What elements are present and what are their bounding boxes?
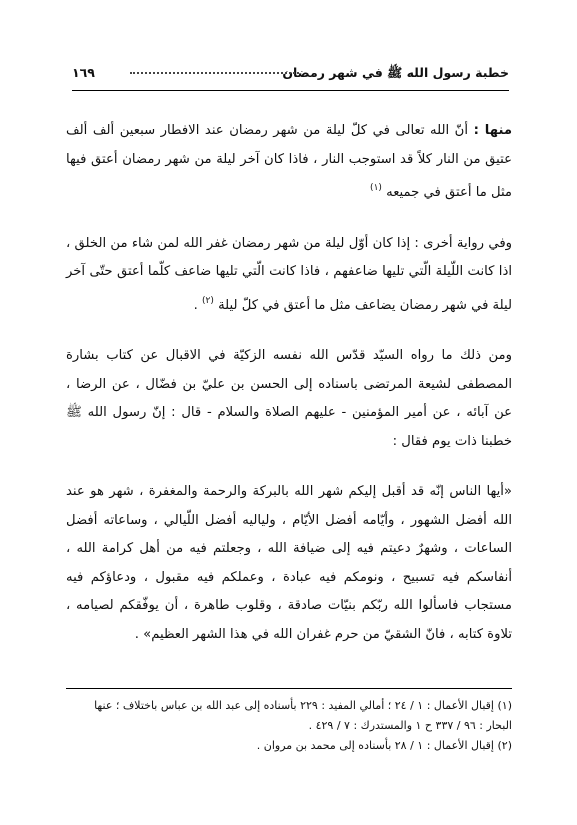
paragraph-text: أنّ الله تعالى في كلّ ليلة من شهر رمضان عند الافطار سبعين ألف ألف عتيق من النار كلاً قد استوجب النار ، فاذا كان آخر ليلة من شهر رمضان أعتق فيها مثل ما أعتق في جميعه (66, 123, 512, 200)
dotted-leader (130, 72, 299, 74)
footnote-ref: (٢) (202, 295, 214, 306)
footnote-divider (66, 688, 512, 689)
page-header (72, 62, 509, 91)
paragraph (66, 342, 512, 456)
footnote: (٢) إقبال الأعمال : ١ / ٢٨ بأسناده إلى محمد بن مروان . (256, 739, 512, 752)
paragraph-text: «أيها الناس إنّه قد أقبل إليكم شهر الله بالبركة والرحمة والمغفرة ، شهر هو عند الله أفضل الشهور ، وأيّامه أفضل الأيّام ، ولياليه أفضل اللّيالي ، وساعاته أفضل الساعات ، وشهرٌ دعيتم فيه إلى ضيافة الله ، وجعلتم فيه من أهل كرامة الله ، أنفاسكم فيه تسبيح ، ونومكم فيه عبادة ، وعملكم فيه مقبول ، ودعاؤكم فيه مستجاب فاسألوا الله ربّكم بنيّات صادقة ، وقلوب طاهرة ، أن يوفّقكم لصيامه ، تلاوة كتابه ، فانّ الشقيّ من حرم غفران الله في هذا الشهر العظيم» . (66, 484, 512, 642)
running-title: خطبة رسول الله ﷺ في شهر رمضان (282, 65, 509, 80)
quoted-sermon (66, 478, 512, 649)
page-number: ١٦٩ (72, 65, 95, 80)
footnotes (66, 696, 512, 756)
paragraph: وفي رواية أخرى : إذا كان أوّل ليلة من شهر رمضان غفر الله لمن شاء من الخلق ، اذا كانت اللّيلة الّتي تليها ضاعفهم ، فاذا كانت الّتي تليها ضاعف كلّما أعتق حتّى آخر ليلة في شهر رمضان يضاعف مثل ما أعتق في كلّ ليلة $^{(٢)}$ . (66, 235, 512, 313)
paragraph (66, 117, 512, 208)
paragraph-text: وفي رواية أخرى : إذا كان أوّل ليلة من شهر رمضان غفر الله لمن شاء من الخلق ، اذا كانت اللّيلة الّتي تليها ضاعفهم ، فاذا كانت الّتي تليها ضاعف كلّما أعتق حتّى آخر ليلة في شهر رمضان يضاعف مثل ما أعتق في كلّ ليلة (66, 235, 512, 313)
footnote-ref: (١) (370, 183, 382, 193)
paragraph-text: ومن ذلك ما رواه السيّد قدّس الله نفسه الزكيّة في الاقبال عن كتاب بشارة المصطفى لشيعة المرتضى باسناده إلى الحسن بن عليّ بن فضّال ، عن الرضا ، عن آبائه ، عن أمير المؤمنين - عليهم الصلاة والسلام - قال : إنّ رسول الله ﷺ خطبنا ذات يوم فقال : (66, 348, 512, 449)
footnote: (١) إقبال الأعمال : ١ / ٢٤ ؛ أمالي المفيد : ٢٢٩ بأسناده إلى عبد الله بن عباس باختلاف ؛ عنها البحار : ٩٦ / ٣٣٧ ح ١ والمستدرك : ٧ / ٤٢٩ . (94, 699, 512, 732)
main-text (66, 117, 512, 671)
paragraph-lead: منها : (473, 123, 512, 138)
